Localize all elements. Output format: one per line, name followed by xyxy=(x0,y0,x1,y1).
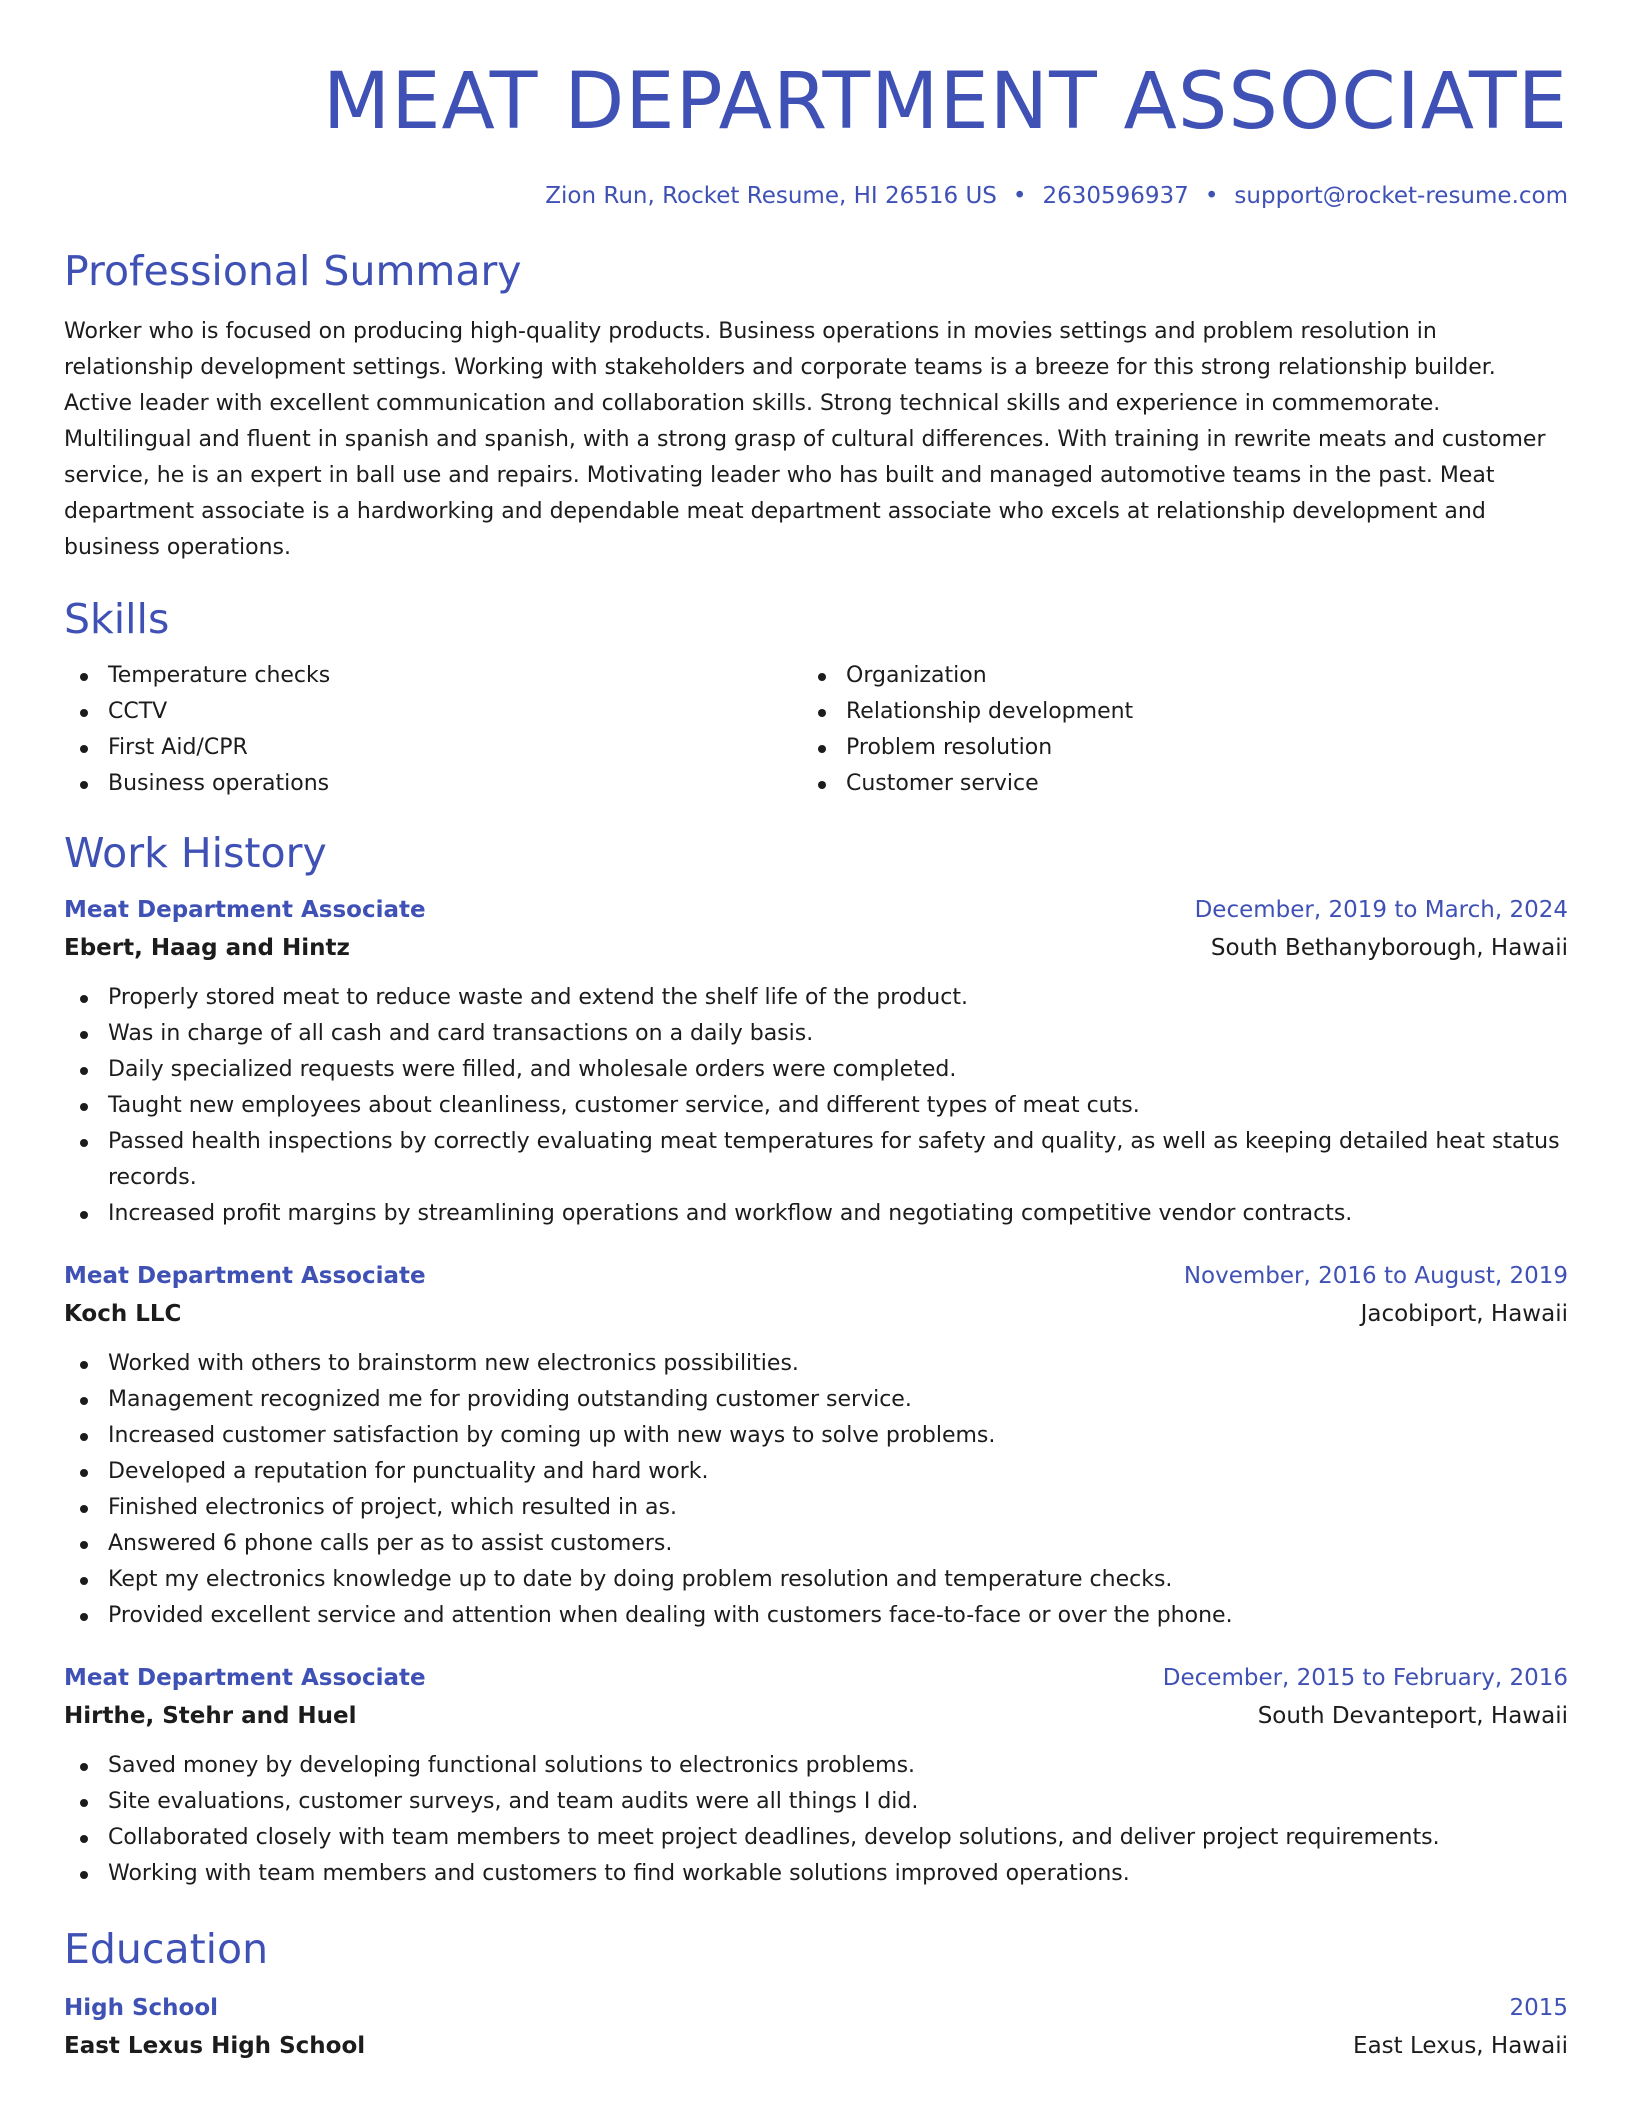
skills-grid xyxy=(64,658,1568,802)
job-bullet xyxy=(64,1820,1568,1856)
skill-item xyxy=(64,658,802,694)
job-bullet xyxy=(64,1088,1568,1124)
education-degree: High School xyxy=(64,1995,219,2021)
skills-section xyxy=(64,592,1568,802)
summary-section xyxy=(64,244,1568,566)
job-entry xyxy=(64,1660,1568,1892)
work-history-section xyxy=(64,826,1568,1892)
bullet-dot xyxy=(80,1871,88,1879)
job-header-row xyxy=(64,892,1568,928)
job-bullets xyxy=(64,980,1568,1232)
education-entry xyxy=(64,1990,1568,2066)
job-bullet-text: Kept my electronics knowledge up to date by doing problem resolution and temperature checks. xyxy=(108,1567,1173,1592)
bullet-dot xyxy=(80,1505,88,1513)
job-title: Meat Department Associate xyxy=(64,1263,426,1289)
candidate-title: MEAT DEPARTMENT ASSOCIATE xyxy=(322,57,1568,147)
bullet-dot xyxy=(80,1469,88,1477)
job-location: Jacobiport, Hawaii xyxy=(1360,1301,1568,1327)
job-bullet-text: Collaborated closely with team members to meet project deadlines, develop solutions, and deliver project requirements. xyxy=(108,1825,1440,1850)
skill-item xyxy=(64,730,802,766)
contact-separator: • xyxy=(1204,183,1219,209)
education-school-row xyxy=(64,2026,1568,2066)
bullet-dot xyxy=(80,673,88,681)
bullet-dot xyxy=(80,1613,88,1621)
job-bullet-text: Working with team members and customers to find workable solutions improved operations. xyxy=(108,1861,1130,1886)
company-name: Hirthe, Stehr and Huel xyxy=(64,1703,357,1729)
bullet-dot xyxy=(818,709,826,717)
education-section xyxy=(64,1922,1568,2066)
job-entry xyxy=(64,892,1568,1232)
skill-item xyxy=(802,730,1540,766)
skill-item xyxy=(802,766,1540,802)
skill-item xyxy=(802,694,1540,730)
job-bullet xyxy=(64,1454,1568,1490)
bullet-dot xyxy=(80,709,88,717)
bullet-dot xyxy=(80,1541,88,1549)
job-bullet xyxy=(64,1598,1568,1634)
job-bullets xyxy=(64,1748,1568,1892)
skill-label: Customer service xyxy=(846,771,1039,796)
skills-column-left xyxy=(64,658,802,802)
bullet-dot xyxy=(80,781,88,789)
bullet-dot xyxy=(80,745,88,753)
education-year: 2015 xyxy=(1509,1995,1568,2021)
section-title-skills: Skills xyxy=(64,595,170,643)
job-bullet xyxy=(64,1418,1568,1454)
bullet-dot xyxy=(818,673,826,681)
job-bullet xyxy=(64,1016,1568,1052)
skill-label: Organization xyxy=(846,663,987,688)
bullet-dot xyxy=(80,1031,88,1039)
job-title: Meat Department Associate xyxy=(64,897,426,923)
bullet-dot xyxy=(818,745,826,753)
skill-label: Relationship development xyxy=(846,699,1134,724)
job-bullet-text: Site evaluations, customer surveys, and team audits were all things I did. xyxy=(108,1789,919,1814)
job-bullet-text: Provided excellent service and attention when dealing with customers face-to-face or over the phone. xyxy=(108,1603,1233,1628)
job-bullet xyxy=(64,1052,1568,1088)
skill-label: First Aid/CPR xyxy=(108,735,248,760)
job-bullet xyxy=(64,1490,1568,1526)
resume-header xyxy=(64,52,1568,212)
skills-column-right xyxy=(802,658,1540,802)
contact-address: Zion Run, Rocket Resume, HI 26516 US xyxy=(545,183,997,209)
job-location: South Bethanyborough, Hawaii xyxy=(1210,935,1568,961)
skill-item xyxy=(64,694,802,730)
bullet-dot xyxy=(80,1835,88,1843)
bullet-dot xyxy=(80,1361,88,1369)
job-dates: December, 2015 to February, 2016 xyxy=(1162,1665,1568,1691)
school-name: East Lexus High School xyxy=(64,2033,366,2059)
bullet-dot xyxy=(80,1763,88,1771)
job-location: South Devanteport, Hawaii xyxy=(1257,1703,1568,1729)
bullet-dot xyxy=(80,1577,88,1585)
job-bullet xyxy=(64,1784,1568,1820)
job-header-row xyxy=(64,1660,1568,1696)
job-bullet xyxy=(64,1856,1568,1892)
skill-item xyxy=(64,766,802,802)
job-bullet-text: Passed health inspections by correctly evaluating meat temperatures for safety and quality, as well as keeping detailed heat status records. xyxy=(108,1129,1560,1190)
job-bullet-text: Was in charge of all cash and card transactions on a daily basis. xyxy=(108,1021,814,1046)
job-company-row xyxy=(64,928,1568,968)
section-title-work-history: Work History xyxy=(64,829,327,877)
job-bullet-text: Taught new employees about cleanliness, customer service, and different types of meat cuts. xyxy=(108,1093,1140,1118)
bullet-dot xyxy=(80,1067,88,1075)
skill-label: Problem resolution xyxy=(846,735,1053,760)
job-bullet-text: Increased profit margins by streamlining operations and workflow and negotiating competitive vendor contracts. xyxy=(108,1201,1353,1226)
bullet-dot xyxy=(80,1139,88,1147)
job-bullets xyxy=(64,1346,1568,1634)
job-bullet-text: Finished electronics of project, which resulted in as. xyxy=(108,1495,677,1520)
bullet-dot xyxy=(80,1397,88,1405)
job-bullet xyxy=(64,1124,1568,1196)
job-bullet xyxy=(64,980,1568,1016)
skill-item xyxy=(802,658,1540,694)
summary-text: Worker who is focused on producing high-quality products. Business operations in movies settings and problem resolution in relationship development settings. Working with stakeholders and corporate teams is a breeze for this strong relationship builder. Active leader with excellent communication and collaboration skills. Strong technical skills and experience in commemorate. Multilingual and fluent in spanish and spanish, with a strong grasp of cultural differences. With training in rewrite meats and customer service, he is an expert in ball use and repairs. Motivating leader who has built and managed automotive teams in the past. Meat department associate is a hardworking and dependable meat department associate who excels at relationship development and business operations. xyxy=(64,319,1546,560)
company-name: Ebert, Haag and Hintz xyxy=(64,935,350,961)
job-bullet xyxy=(64,1562,1568,1598)
job-bullet xyxy=(64,1346,1568,1382)
skill-label: CCTV xyxy=(108,699,168,724)
bullet-dot xyxy=(80,1211,88,1219)
job-company-row xyxy=(64,1696,1568,1736)
job-header-row xyxy=(64,1258,1568,1294)
education-header-row xyxy=(64,1990,1568,2026)
job-bullet xyxy=(64,1526,1568,1562)
bullet-dot xyxy=(80,1433,88,1441)
school-location: East Lexus, Hawaii xyxy=(1353,2033,1568,2059)
contact-email[interactable]: support@rocket-resume.com xyxy=(1234,183,1568,209)
bullet-dot xyxy=(80,1799,88,1807)
job-company-row xyxy=(64,1294,1568,1334)
job-dates: December, 2019 to March, 2024 xyxy=(1194,897,1568,923)
job-bullet-text: Saved money by developing functional solutions to electronics problems. xyxy=(108,1753,916,1778)
job-entry xyxy=(64,1258,1568,1634)
section-title-education: Education xyxy=(64,1925,269,1973)
job-bullet-text: Management recognized me for providing outstanding customer service. xyxy=(108,1387,912,1412)
job-bullet xyxy=(64,1196,1568,1232)
job-bullet-text: Increased customer satisfaction by coming up with new ways to solve problems. xyxy=(108,1423,996,1448)
section-title-summary: Professional Summary xyxy=(64,247,522,295)
contact-phone[interactable]: 2630596937 xyxy=(1042,183,1189,209)
job-dates: November, 2016 to August, 2019 xyxy=(1183,1263,1568,1289)
job-bullet-text: Daily specialized requests were filled, and wholesale orders were completed. xyxy=(108,1057,957,1082)
job-bullet xyxy=(64,1382,1568,1418)
contact-separator: • xyxy=(1012,183,1027,209)
job-bullet xyxy=(64,1748,1568,1784)
skill-label: Temperature checks xyxy=(108,663,331,688)
contact-line xyxy=(64,180,1568,212)
job-bullet-text: Properly stored meat to reduce waste and extend the shelf life of the product. xyxy=(108,985,968,1010)
job-bullet-text: Answered 6 phone calls per as to assist customers. xyxy=(108,1531,673,1556)
company-name: Koch LLC xyxy=(64,1301,182,1327)
job-title: Meat Department Associate xyxy=(64,1665,426,1691)
job-bullet-text: Worked with others to brainstorm new electronics possibilities. xyxy=(108,1351,799,1376)
job-bullet-text: Developed a reputation for punctuality and hard work. xyxy=(108,1459,709,1484)
bullet-dot xyxy=(818,781,826,789)
skill-label: Business operations xyxy=(108,771,330,796)
bullet-dot xyxy=(80,1103,88,1111)
bullet-dot xyxy=(80,995,88,1003)
